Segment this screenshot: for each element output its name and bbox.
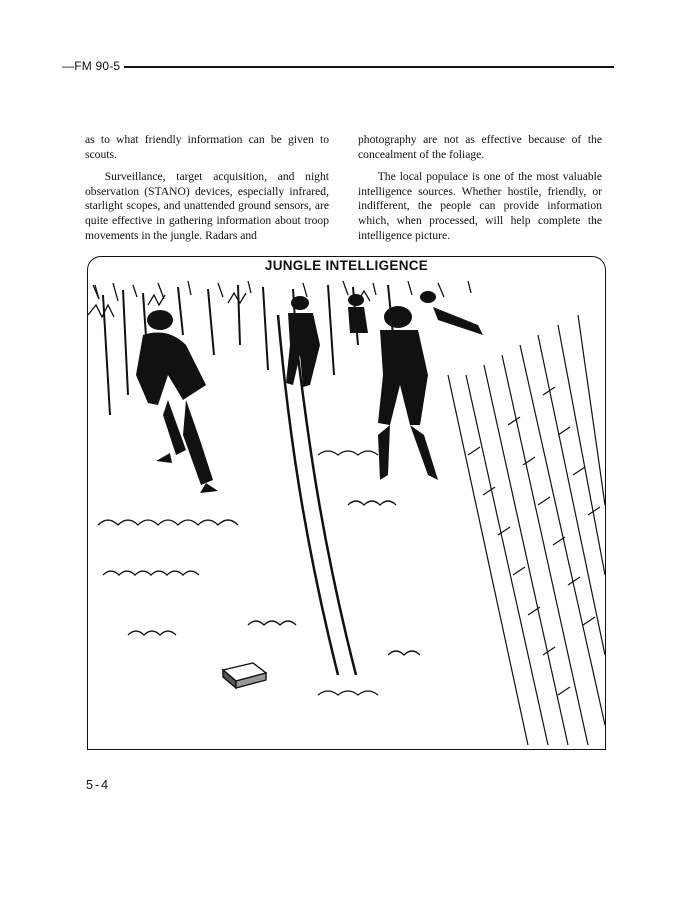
paragraph-local-populace: The local populace is one of the most valuable intelligence sources. Whether hostile, friendly, or indifferent, the people can provide information which, when processed, will help complete the intelligence picture.	[358, 170, 602, 242]
jungle-illustration	[88, 275, 605, 749]
jungle-intelligence-figure	[87, 256, 606, 750]
page-number: 5-4	[86, 778, 111, 792]
figure-title: JUNGLE INTELLIGENCE	[88, 258, 605, 273]
right-column	[358, 133, 602, 251]
running-header	[62, 58, 614, 78]
paragraph-photography: photography are not as effective because of the concealment of the foliage.	[358, 133, 602, 161]
left-column	[85, 133, 329, 251]
header-rule	[124, 66, 614, 68]
paragraph-continued: as to what friendly information can be given to scouts.	[85, 133, 329, 161]
paragraph-stano: Surveillance, target acquisition, and night observation (STANO) devices, especially infrared, starlight scopes, and unattended ground sensors, are quite effective in gathering information about troop movements in the jungle. Radars and	[85, 170, 329, 242]
manual-id: —FM 90-5	[62, 59, 121, 73]
